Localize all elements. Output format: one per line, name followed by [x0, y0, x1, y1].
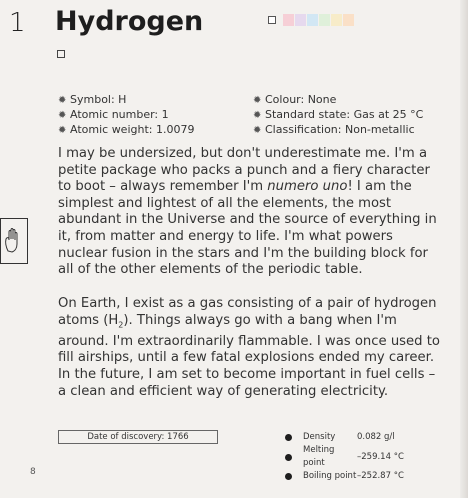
description-paragraph-2: [58, 296, 443, 400]
property-item: [58, 123, 194, 138]
property-label: Atomic weight: 1.0079: [70, 123, 195, 136]
bullet-dot-icon: [285, 434, 292, 441]
properties-right: [253, 93, 423, 138]
property-item: [253, 123, 423, 138]
page-gutter: [460, 0, 468, 498]
stat-row: [285, 470, 404, 483]
color-swatch: [319, 14, 330, 26]
property-item: [253, 93, 423, 108]
paragraph-text: On Earth, I exist as a gas consisting of a pair of hydrogen atoms (H: [58, 296, 437, 328]
subscript: 2: [118, 320, 124, 330]
hand-icon: [0, 218, 28, 264]
color-swatch: [307, 14, 318, 26]
property-item: [58, 93, 194, 108]
property-label: Colour: None: [265, 93, 337, 106]
italic-phrase: numero uno: [267, 179, 348, 195]
color-swatch-bar: [268, 14, 354, 26]
swatch-outline-icon: [268, 16, 276, 24]
color-swatch: [331, 14, 342, 26]
stat-label: Boiling point: [303, 471, 357, 481]
property-item: [253, 108, 423, 123]
color-swatch: [343, 14, 354, 26]
paragraph-text: ). Things always go with a bang when I'm around. I'm extraordinarily flammable. I was once used to fill airships, until a few fatal explosions ended my career. In the future, I am set to become important in fuel cells – a clean and efficient way of generating electricity.: [58, 312, 440, 399]
stat-value: 0.082 g/l: [357, 432, 395, 442]
property-item: [58, 108, 194, 123]
bullet-dot-icon: [285, 473, 292, 480]
property-label: Symbol: H: [70, 93, 127, 106]
physical-stats: [285, 431, 404, 483]
stat-row: [285, 444, 404, 470]
sun-bullet-icon: ✹: [58, 110, 67, 121]
stat-label: Melting point: [303, 445, 335, 468]
paragraph-text: I may be undersized, but don't underestimate me. I'm a petite package who packs a punch and a fiery character to boot – always remember I'm: [58, 146, 430, 195]
discovery-date-box: Date of discovery: 1766: [58, 430, 218, 444]
property-label: Atomic number: 1: [70, 108, 169, 121]
paragraph-text: ! I am the simplest and lightest of all the elements, the most abundant in the Universe and the source of everything in it, from matter and energy to life. I'm what powers nuclear fusion in the stars and I'm the building block for all of the other elements of the periodic table.: [58, 179, 437, 278]
sun-bullet-icon: ✹: [253, 95, 262, 106]
atomic-number-heading: 1: [9, 8, 26, 38]
sun-bullet-icon: ✹: [253, 110, 262, 121]
sun-bullet-icon: ✹: [58, 125, 67, 136]
property-label: Classification: Non-metallic: [265, 123, 415, 136]
stat-value: –252.87 °C: [357, 471, 404, 481]
element-title: Hydrogen: [55, 6, 204, 37]
bullet-dot-icon: [285, 454, 292, 461]
description-paragraph-1: [58, 146, 443, 279]
stat-row: [285, 431, 404, 444]
color-swatch: [283, 14, 294, 26]
stat-label: Density: [303, 432, 336, 442]
title-box-icon: [57, 50, 65, 58]
stat-value: –259.14 °C: [357, 451, 404, 462]
sun-bullet-icon: ✹: [58, 95, 67, 106]
properties-left: [58, 93, 194, 138]
property-label: Standard state: Gas at 25 °C: [265, 108, 424, 121]
page-number: 8: [30, 467, 36, 477]
sun-bullet-icon: ✹: [253, 125, 262, 136]
color-swatch: [295, 14, 306, 26]
